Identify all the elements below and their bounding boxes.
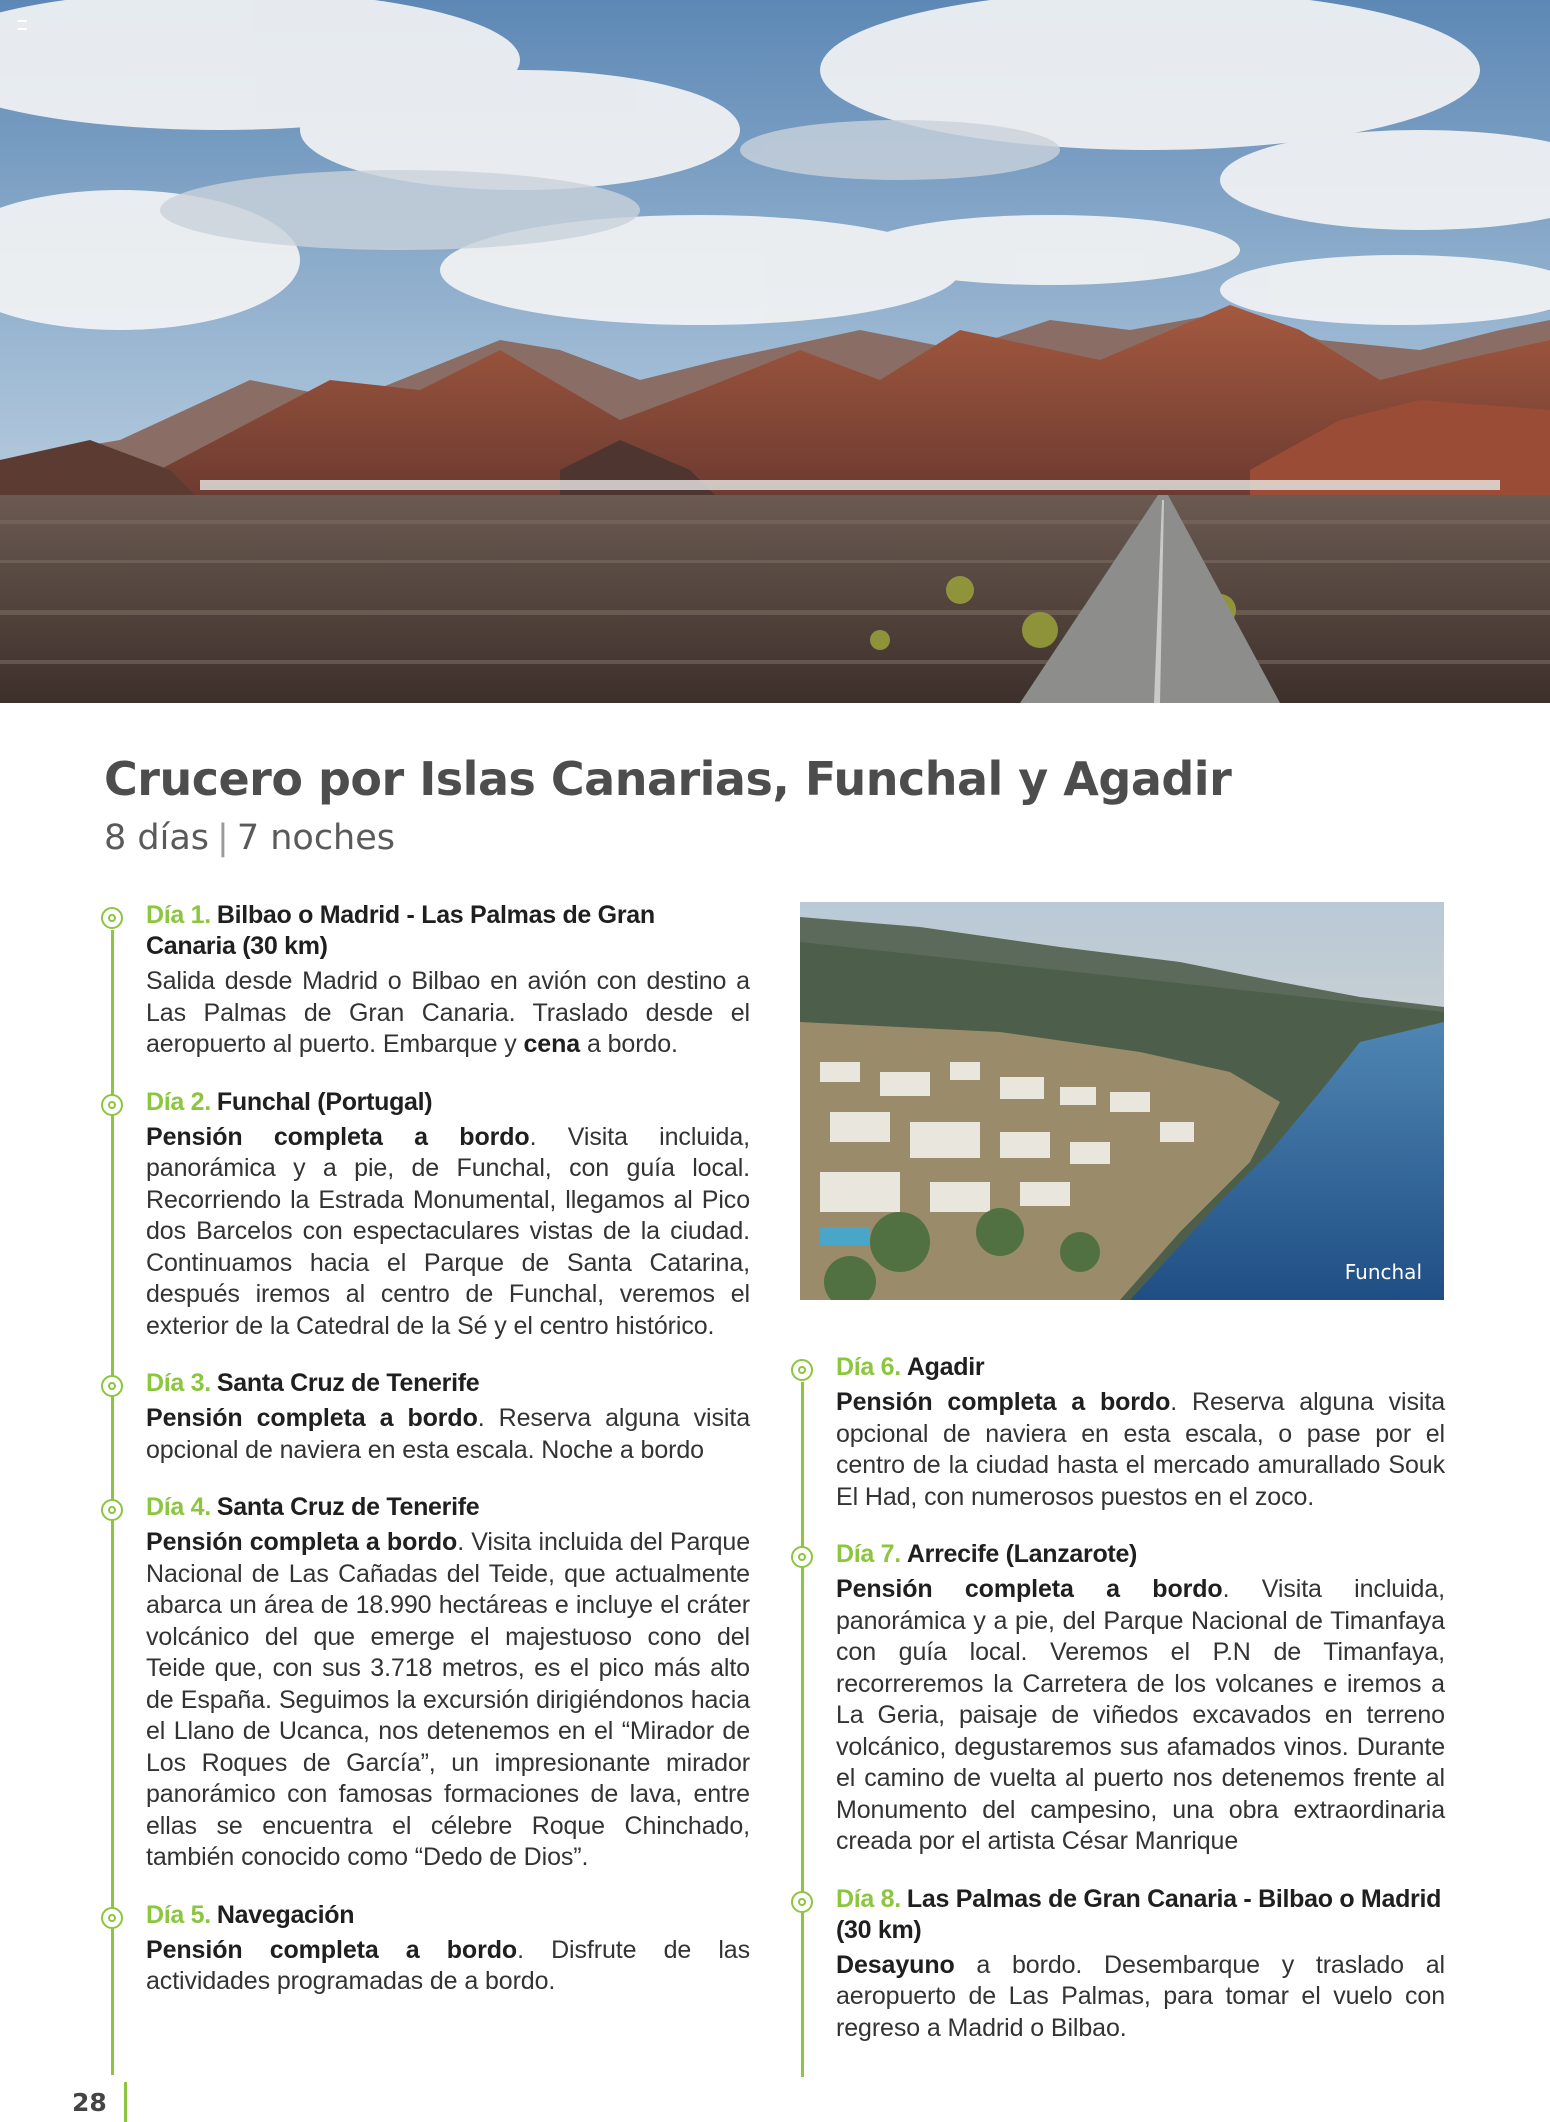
day-number: Día 2. <box>146 1087 211 1116</box>
timeline-dot-icon <box>791 1359 813 1381</box>
duration-separator: | <box>217 818 229 858</box>
description-text: . Reserva alguna visita opcional de naviera en esta escala. Noche a bordo <box>146 1404 751 1464</box>
day-title: Funchal (Portugal) <box>216 1087 433 1116</box>
itinerary-day <box>100 1368 750 1466</box>
itinerary-day <box>100 1900 750 1998</box>
day-number: Día 8. <box>836 1884 901 1913</box>
timeline-dot-icon <box>791 1891 813 1913</box>
day-number: Día 7. <box>836 1540 901 1568</box>
description-text: . Visita incluida, panorámica y a pie, del Parque Nacional de Timanfaya con guía local. Veremos el P.N de Timanfaya, recorreremos la Carretera de los volcanes e iremos a La Geria, paisaje de viñedos excavados en terreno volcánico, degustaremos sus afamados vinos. Durante el camino de vuelta al puerto nos detenemos frente al Monumento del campesino, una obra extraordinaria creada por el artista César Manrique <box>836 1575 1445 1855</box>
day-description <box>836 1950 1445 2045</box>
hero-image <box>0 0 1550 703</box>
day-heading <box>146 1087 750 1118</box>
day-description <box>146 1527 750 1874</box>
timeline-dot-icon <box>101 1907 123 1929</box>
day-description <box>836 1387 1445 1513</box>
day-heading <box>836 1539 1445 1570</box>
description-text: . Disfrute de las actividades programadas de a bordo. <box>146 1935 751 1995</box>
highlight-text: cena <box>523 1030 581 1058</box>
day-heading <box>146 1492 750 1523</box>
day-title: Navegación <box>216 1900 355 1929</box>
day-number: Día 3. <box>146 1369 211 1397</box>
highlight-text: Pensión completa a bordo <box>146 1935 518 1964</box>
funchal-photo <box>800 902 1444 1300</box>
timeline-dot-icon <box>101 907 123 929</box>
timeline-dot-icon <box>791 1546 813 1568</box>
day-heading <box>146 1900 750 1931</box>
description-text: a bordo. <box>580 1030 678 1058</box>
day-heading <box>146 1368 750 1399</box>
description-text: a bordo. Desembarque y traslado al aeropuerto de Las Palmas, para tomar el vuelo con regreso a Madrid o Bilbao. <box>836 1950 1445 2042</box>
duration-days: 8 días <box>104 818 210 858</box>
corner-mark <box>18 20 27 30</box>
day-description <box>146 1935 750 1998</box>
highlight-text: Pensión completa a bordo <box>146 1122 530 1151</box>
page-title: Crucero por Islas Canarias, Funchal y Agadir <box>104 752 1232 806</box>
day-title: Agadir <box>906 1353 985 1381</box>
day-number: Día 6. <box>836 1353 901 1381</box>
timeline-dot-icon <box>101 1375 123 1397</box>
timeline-dot-icon <box>101 1094 123 1116</box>
highlight-text: Pensión completa a bordo <box>836 1388 1171 1416</box>
itinerary-day <box>790 1352 1445 1513</box>
itinerary-right-column <box>790 1352 1445 2070</box>
page-number: 28 <box>72 2088 107 2117</box>
description-text: Salida desde Madrid o Bilbao en avión con destino a Las Palmas de Gran Canaria. Traslado desde el aeropuerto al puerto. Embarque y <box>146 967 750 1058</box>
highlight-text: Pensión completa a bordo <box>836 1575 1223 1603</box>
day-heading <box>836 1352 1445 1383</box>
itinerary-left-column <box>100 900 750 2024</box>
day-description <box>146 1403 750 1466</box>
day-heading <box>836 1884 1445 1946</box>
funchal-coast-aerial-photo <box>800 902 1444 1300</box>
day-title: Arrecife (Lanzarote) <box>906 1540 1138 1568</box>
day-heading <box>146 900 750 962</box>
duration-nights: 7 noches <box>236 818 396 858</box>
day-title: Bilbao o Madrid - Las Palmas de Gran Canaria (30 km) <box>146 901 655 960</box>
description-text: . Visita incluida del Parque Nacional de Las Cañadas del Teide, que actualmente abarca un área de 18.990 hectáreas e incluye el cráter volcánico del que emerge el majestuoso cono del Teide que, con sus 3.718 metros, es el pico más alto de España. Seguimos la excursión dirigiéndonos hacia el Llano de Ucanca, nos detenemos en el “Mirador de Los Roques de García”, un impresionante mirador panorámico con famosas formaciones de lava, entre ellas se encuentra el célebre Roque Chinchado, también conocido como “Dedo de Dios”. <box>146 1528 750 1871</box>
itinerary-day <box>100 900 750 1061</box>
day-title: Las Palmas de Gran Canaria - Bilbao o Madrid (30 km) <box>836 1884 1442 1944</box>
itinerary-day <box>790 1539 1445 1858</box>
highlight-text: Desayuno <box>836 1950 955 1979</box>
highlight-text: Pensión completa a bordo <box>146 1528 458 1556</box>
day-description <box>146 1122 750 1343</box>
day-title: Santa Cruz de Tenerife <box>216 1369 480 1397</box>
day-title: Santa Cruz de Tenerife <box>216 1493 480 1521</box>
itinerary-day <box>100 1087 750 1343</box>
day-description <box>146 966 750 1061</box>
itinerary-day <box>100 1492 750 1874</box>
description-text: . Reserva alguna visita opcional de naviera en esta escala, o pase por el centro de la ciudad hasta el mercado amurallado Souk El Had, con numerosos puestos en el zoco. <box>836 1388 1446 1511</box>
day-number: Día 1. <box>146 901 211 929</box>
page-number-divider <box>124 2082 127 2122</box>
day-description <box>836 1574 1445 1858</box>
day-number: Día 4. <box>146 1493 211 1521</box>
itinerary-day <box>790 1884 1445 2045</box>
volcanic-landscape-road-photo <box>0 0 1550 703</box>
description-text: . Visita incluida, panorámica y a pie, de Funchal, con guía local. Recorriendo la Estrada Monumental, llegamos al Pico dos Barcelos con espectaculares vistas de la ciudad. Continuamos hacia el Parque de Santa Catarina, después iremos al centro de Funchal, veremos el exterior de la Catedral de la Sé y el centro histórico. <box>146 1122 750 1340</box>
photo-caption: Funchal <box>1344 1260 1422 1284</box>
highlight-text: Pensión completa a bordo <box>146 1404 478 1432</box>
day-number: Día 5. <box>146 1900 211 1929</box>
timeline-dot-icon <box>101 1499 123 1521</box>
page-subtitle <box>104 818 395 858</box>
